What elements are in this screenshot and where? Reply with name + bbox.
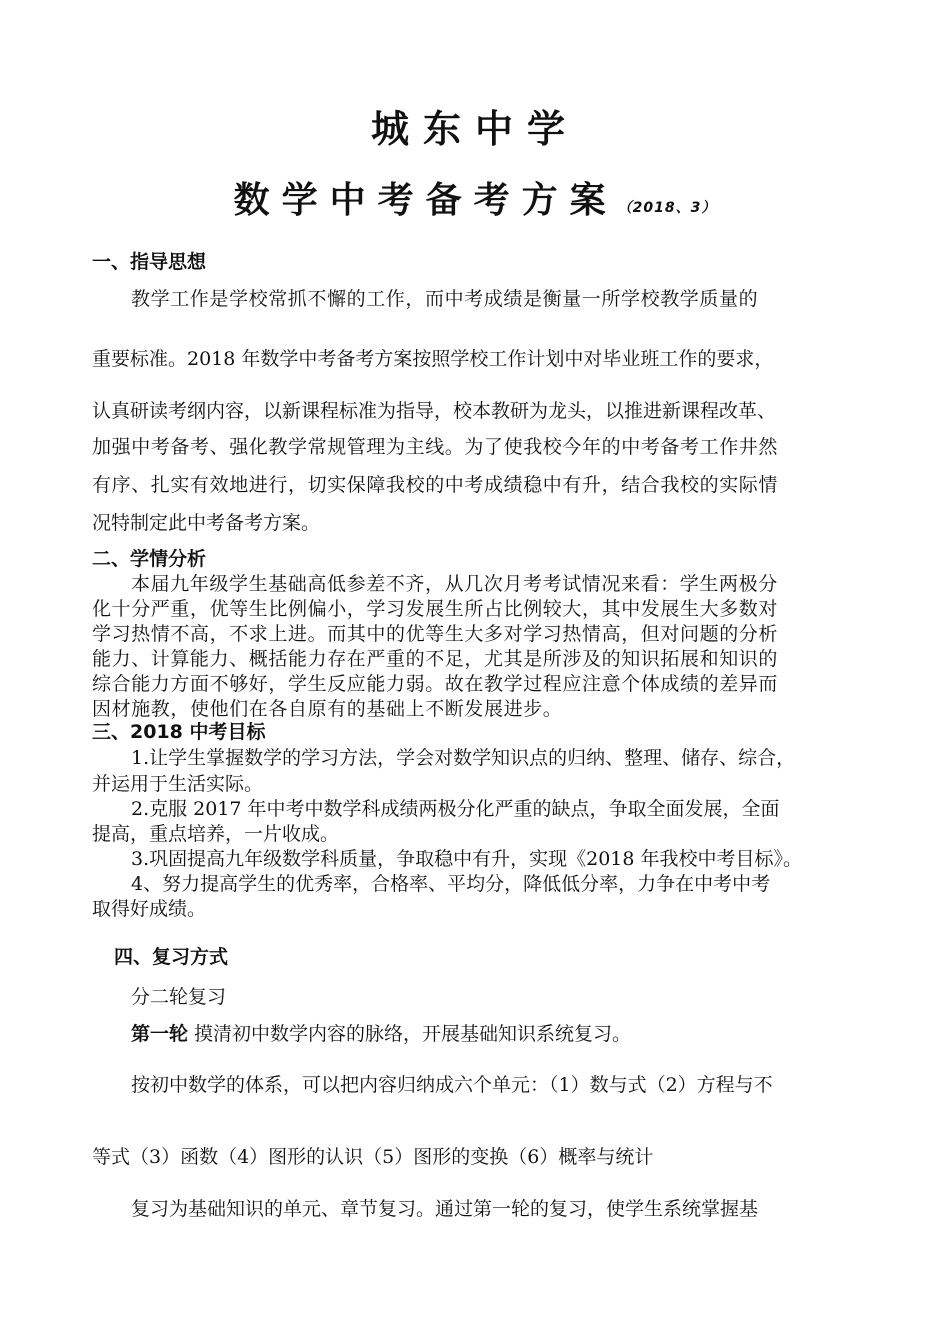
goal-line: 并运用于生活实际。	[92, 773, 264, 795]
paragraph-line: 重要标准。2018 年数学中考备考方案按照学校工作计划中对毕业班工作的要求，	[92, 348, 774, 370]
plan-title-text: 数学中考备考方案	[233, 180, 618, 221]
paragraph-line: 综合能力方面不够好，学生反应能力弱。故在教学过程应注意个体成绩的差异而	[92, 673, 779, 695]
round1-label: 第一轮	[131, 1023, 189, 1045]
goal-line: 1.让学生掌握数学的学习方法，学会对数学知识点的归纳、整理、储存、综合，	[131, 747, 796, 769]
section-heading-analysis: 二、学情分析	[92, 548, 207, 570]
section-heading-guiding: 一、指导思想	[92, 251, 207, 273]
paragraph-line: 学习热情不高，不求上进。而其中的优等生大多对学习热情高，但对问题的分析	[92, 623, 779, 645]
round1-line	[131, 1019, 631, 1046]
paragraph-line: 化十分严重，优等生比例偏小，学习发展生所占比例较大，其中发展生大多数对	[92, 598, 779, 620]
goal-line: 2.克服 2017 年中考中数学科成绩两极分化严重的缺点，争取全面发展，全面	[131, 798, 780, 820]
plan-date: （2018、3）	[617, 200, 717, 216]
review-intro: 分二轮复习	[131, 986, 227, 1008]
paragraph-line: 等式（3）函数（4）图形的认识（5）图形的变换（6）概率与统计	[92, 1146, 654, 1168]
section-heading-review: 四、复习方式	[114, 946, 229, 968]
section-heading-goals: 三、2018 中考目标	[92, 721, 266, 743]
school-title: 城东中学	[370, 107, 579, 151]
goal-line: 提高，重点培养，一片收成。	[92, 823, 340, 845]
paragraph-line: 按初中数学的体系，可以把内容归纳成六个单元：（1）数与式（2）方程与不	[131, 1074, 773, 1096]
paragraph-line: 加强中考备考、强化教学常规管理为主线。为了使我校今年的中考备考工作井然	[92, 436, 779, 458]
paragraph-line: 教学工作是学校常抓不懈的工作，而中考成绩是衡量一所学校教学质量的	[131, 288, 759, 310]
paragraph-line: 能力、计算能力、概括能力存在严重的不足，尤其是所涉及的知识拓展和知识的	[92, 648, 779, 670]
goal-line: 4、努力提高学生的优秀率，合格率、平均分，降低低分率，力争在中考中考	[131, 873, 771, 895]
paragraph-line: 认真研读考纲内容，以新课程标准为指导，校本教研为龙头，以推进新课程改革、	[92, 400, 777, 422]
paragraph-line: 本届九年级学生基础高低参差不齐，从几次月考考试情况来看：学生两极分	[131, 573, 778, 595]
paragraph-line: 因材施教，使他们在各自原有的基础上不断发展进步。	[92, 698, 563, 720]
round1-text: 摸清初中数学内容的脉络，开展基础知识系统复习。	[188, 1023, 632, 1045]
paragraph-line: 况特制定此中考备考方案。	[92, 512, 321, 534]
paragraph-line: 有序、扎实有效地进行，切实保障我校的中考成绩稳中有升，结合我校的实际情	[92, 474, 779, 496]
goal-line: 取得好成绩。	[92, 898, 207, 920]
paragraph-line: 复习为基础知识的单元、章节复习。通过第一轮的复习，使学生系统掌握基	[131, 1198, 759, 1220]
goal-line: 3.巩固提高九年级数学科质量，争取稳中有升，实现《2018 年我校中考目标》。	[131, 848, 803, 870]
plan-title	[0, 172, 950, 223]
